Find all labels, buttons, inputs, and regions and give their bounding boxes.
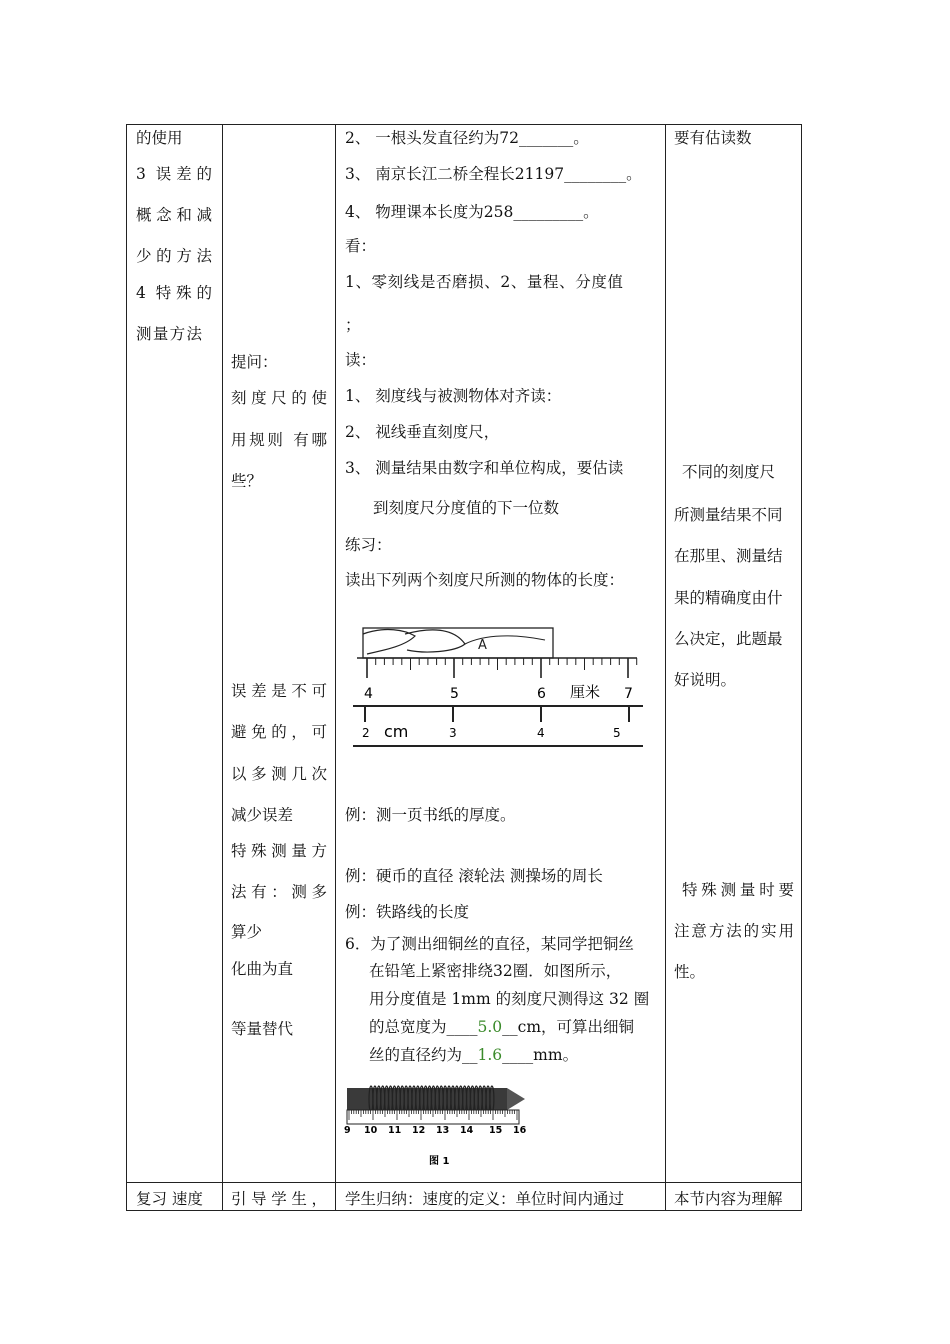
section-label: 读： xyxy=(345,351,377,369)
teacher-line: 避免的，可 xyxy=(231,723,327,741)
ruler-1-ticks xyxy=(367,658,637,678)
note-line: 所测量结果不同 xyxy=(674,506,783,524)
answer-diameter: 1.6 xyxy=(477,1046,503,1064)
note-line: 不同的刻度尺 xyxy=(682,463,776,481)
note-line: 性。 xyxy=(674,963,706,981)
ruler-label: 10 xyxy=(364,1125,378,1136)
figure-caption: 图 1 xyxy=(429,1156,450,1167)
ruler-label: 7 xyxy=(624,686,633,702)
note-line: 好说明。 xyxy=(674,671,737,689)
question-text: __cm，可算出细铜 xyxy=(502,1018,635,1036)
topic-line: 的使用 xyxy=(136,129,183,147)
example-line: 例：铁路线的长度 xyxy=(345,903,470,921)
column-divider xyxy=(335,125,336,1210)
ruler-label: 11 xyxy=(388,1125,402,1136)
rule-line: 2、 视线垂直刻度尺， xyxy=(345,423,500,441)
ruler-label: 14 xyxy=(460,1125,474,1136)
question-line: 用分度值是 1mm 的刻度尺测得这 32 圈 xyxy=(369,990,650,1008)
question-line xyxy=(369,1045,578,1065)
answer-width: 5.0 xyxy=(477,1018,503,1036)
ruler-label: 4 xyxy=(537,726,545,740)
topic-line: 概念和减 xyxy=(136,206,212,224)
rule-line: 1、零刻线是否磨损、2、量程、分度值 xyxy=(345,273,624,291)
object-label: A xyxy=(478,638,487,653)
topic-line: 3 误差的 xyxy=(136,165,212,183)
example-line: 例：测一页书纸的厚度。 xyxy=(345,806,516,824)
ruler-label: 12 xyxy=(412,1125,426,1136)
ruler-label: 3 xyxy=(449,726,457,740)
teacher-question: 提问： xyxy=(231,353,278,371)
ruler-label: 9 xyxy=(344,1125,351,1136)
teacher-line: 化曲为直 xyxy=(231,960,294,978)
question-line: 3、 南京长江二桥全程长21197________。 xyxy=(345,165,642,183)
topic-line: 少的方法 xyxy=(136,247,212,265)
question-line: 4、 物理课本长度为258_________。 xyxy=(345,203,599,221)
ruler-unit: cm xyxy=(384,722,409,741)
note-line: 注意方法的实用 xyxy=(674,922,794,940)
note-line: 特殊测量时要 xyxy=(682,881,794,899)
question-text: ____mm。 xyxy=(502,1046,579,1064)
rule-line: 3、 测量结果由数字和单位构成，要估读 xyxy=(345,459,624,477)
ruler-figure xyxy=(345,620,650,755)
teacher-line: 算少 xyxy=(231,923,263,941)
example-line: 例：硬币的直径 滚轮法 测操场的周长 xyxy=(345,867,603,885)
rule-line: 1、 刻度线与被测物体对齐读： xyxy=(345,387,562,405)
ruler-label: 15 xyxy=(489,1125,503,1136)
note-line: 要有估读数 xyxy=(674,129,752,147)
teacher-line: 等量替代 xyxy=(231,1020,294,1038)
teacher-line: 以多测几次 xyxy=(231,765,327,783)
row-divider xyxy=(127,1182,801,1183)
topic-line: 4 特殊的 xyxy=(136,284,212,302)
practice-line: 读出下列两个刻度尺所测的物体的长度： xyxy=(345,571,625,589)
pencil-tip xyxy=(507,1088,525,1110)
ruler-label: 6 xyxy=(537,686,546,702)
note-line: 果的精确度由什 xyxy=(674,589,783,607)
question-line: 在铅笔上紧密排绕32圈．如图所示， xyxy=(369,962,622,980)
section-label: 看： xyxy=(345,237,377,255)
ruler-label: 13 xyxy=(436,1125,450,1136)
teacher-line: 法有：测多 xyxy=(231,883,327,901)
question-line: 2、 一根头发直径约为72_______。 xyxy=(345,129,589,147)
teacher-line: 减少误差 xyxy=(231,806,294,824)
measured-object-a xyxy=(363,628,553,658)
ruler-unit: 厘米 xyxy=(570,683,601,701)
ruler-label: 4 xyxy=(364,686,373,702)
column-divider xyxy=(665,125,666,1210)
column-divider xyxy=(222,125,223,1210)
ruler-label: 16 xyxy=(513,1125,527,1136)
teacher-line: 用规则 有哪 xyxy=(231,431,327,449)
teacher-line: 些？ xyxy=(231,472,263,490)
teacher-line: 刻度尺的使 xyxy=(231,389,327,407)
ruler-label: 5 xyxy=(613,726,621,740)
ruler-label: 5 xyxy=(450,686,459,702)
question-line: 6．为了测出细铜丝的直径，某同学把铜丝 xyxy=(345,935,634,953)
note-line: 在那里、测量结 xyxy=(674,547,783,565)
ruler-label: 2 xyxy=(362,726,370,740)
lastrow-cell: 复习 速度 xyxy=(136,1190,203,1208)
question-line xyxy=(369,1017,634,1037)
lastrow-cell: 引导学生， xyxy=(231,1190,327,1208)
pencil-coil-figure xyxy=(343,1078,533,1170)
question-text: 的总宽度为____ xyxy=(369,1018,478,1036)
teacher-line: 误差是不可 xyxy=(231,682,327,700)
note-line: 么决定，此题最 xyxy=(674,630,783,648)
rule-line: 到刻度尺分度值的下一位数 xyxy=(373,499,560,517)
rule-line: ； xyxy=(345,316,361,334)
teacher-line: 特殊测量方 xyxy=(231,842,327,860)
question-text: 丝的直径约为__ xyxy=(369,1046,478,1064)
section-label: 练习： xyxy=(345,536,392,554)
lastrow-cell: 本节内容为理解 xyxy=(674,1190,783,1208)
topic-line: 测量方法 xyxy=(136,325,202,343)
lastrow-cell: 学生归纳：速度的定义：单位时间内通过 xyxy=(345,1190,625,1208)
